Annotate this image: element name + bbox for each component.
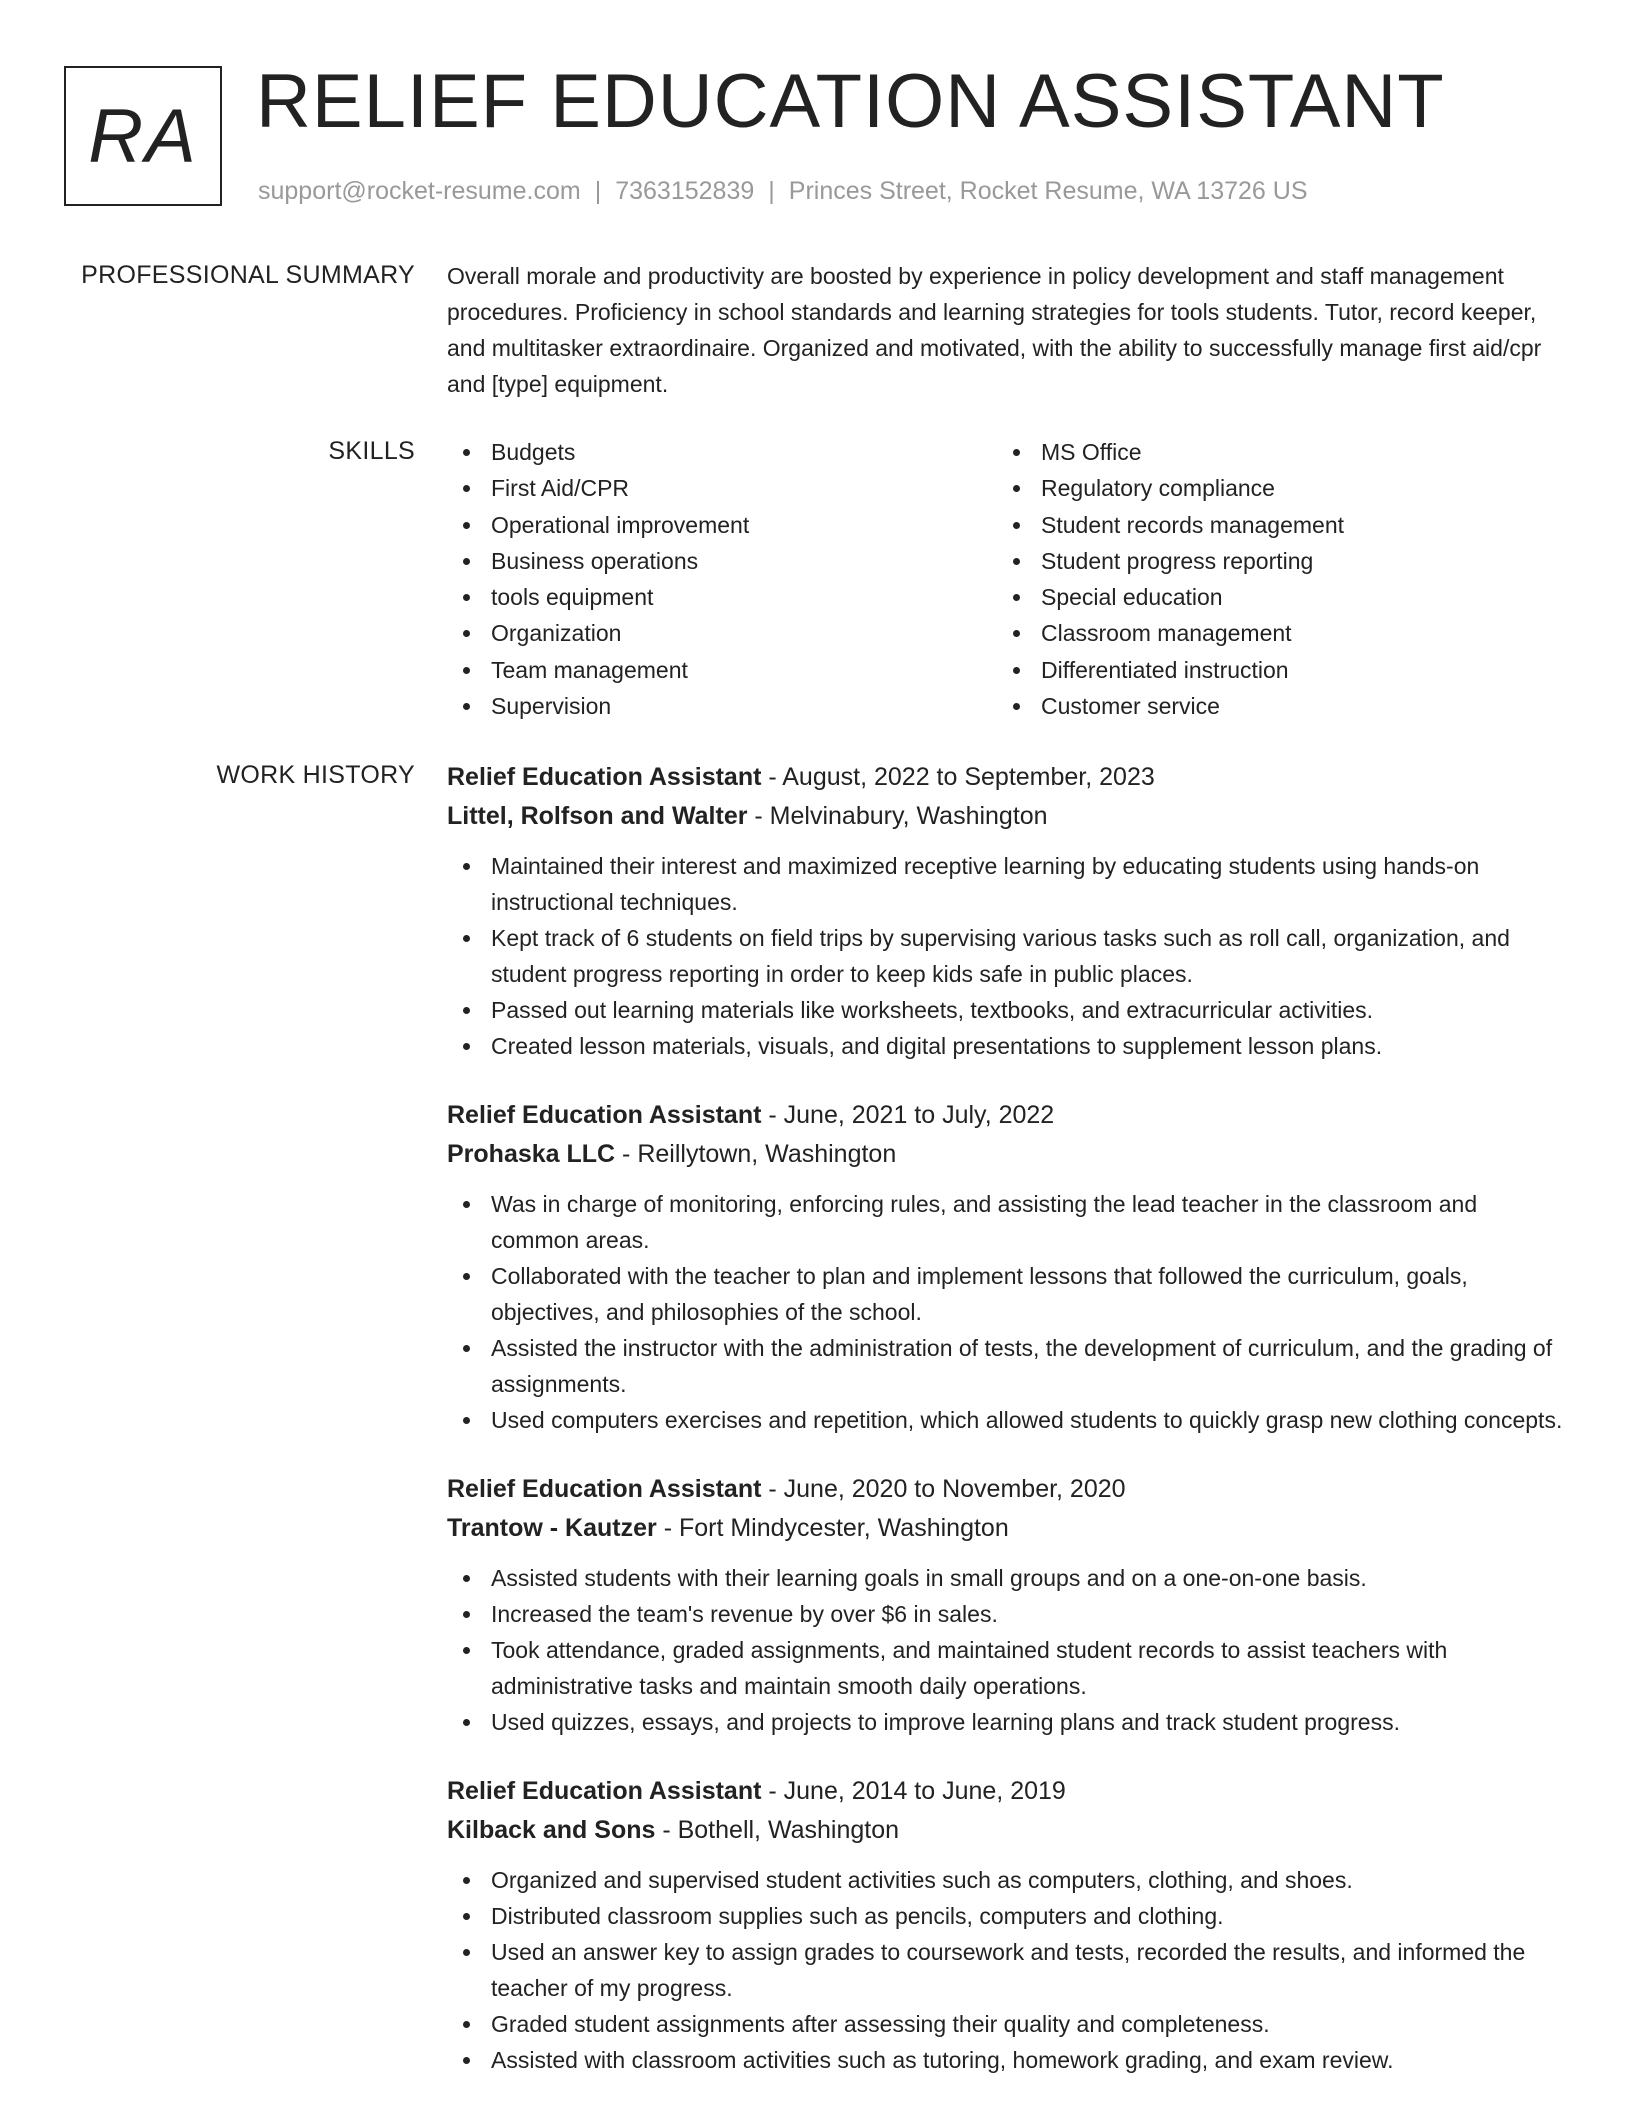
job-company-line [447,1135,1567,1174]
job-location: - Bothell, Washington [655,1816,900,1844]
skill-item: MS Office [997,434,1547,470]
duty-item: Created lesson materials, visuals, and digital presentations to supplement lesson plans. [447,1028,1567,1064]
job-company: Kilback and Sons [447,1816,656,1844]
skill-item: First Aid/CPR [447,470,997,506]
duty-item: Graded student assignments after assessing their quality and completeness. [447,2006,1567,2042]
skill-item: Student records management [997,507,1547,543]
job-title: Relief Education Assistant [447,1777,762,1805]
skills-list-right [997,434,1547,724]
job-duties [447,1862,1567,2078]
job-dates: - August, 2022 to September, 2023 [761,763,1155,791]
resume-title: RELIEF EDUCATION ASSISTANT [256,59,1445,144]
job-company: Prohaska LLC [447,1140,616,1168]
skill-item: Regulatory compliance [997,470,1547,506]
section-heading-work-history: WORK HISTORY [216,761,415,789]
contact-address: Princes Street, Rocket Resume, WA 13726 US [788,177,1308,205]
job-entry [447,1772,1567,2078]
duty-item: Maintained their interest and maximized receptive learning by educating students using hands-on instructional techniques. [447,848,1567,920]
section-heading-summary: PROFESSIONAL SUMMARY [81,261,415,289]
job-company-line [447,1509,1567,1548]
job-location: - Melvinabury, Washington [747,802,1048,830]
duty-item: Took attendance, graded assignments, and maintained student records to assist teachers with administrative tasks and maintain smooth daily operations. [447,1632,1567,1704]
job-dates: - June, 2014 to June, 2019 [761,1777,1066,1805]
job-company-line [447,1811,1567,1850]
job-company: Trantow - Kautzer [447,1514,657,1542]
job-dates: - June, 2021 to July, 2022 [761,1101,1055,1129]
job-entry [447,1096,1567,1438]
duty-item: Was in charge of monitoring, enforcing rules, and assisting the lead teacher in the classroom and common areas. [447,1186,1567,1258]
skill-item: Supervision [447,688,997,724]
job-title-line [447,1772,1567,1811]
initials-monogram: RA [64,66,222,206]
duty-item: Collaborated with the teacher to plan and implement lessons that followed the curriculum, goals, objectives, and philosophies of the school. [447,1258,1567,1330]
summary-text: Overall morale and productivity are boosted by experience in policy development and staff management procedures. Proficiency in school standards and learning strategies for tools students. Tutor, record keeper, and multitasker extraordinaire. Organized and motivated, with the ability to successfully manage first aid/cpr and [type] equipment. [447,263,1542,397]
duty-item: Passed out learning materials like worksheets, textbooks, and extracurricular activities. [447,992,1567,1028]
job-dates: - June, 2020 to November, 2020 [761,1475,1126,1503]
skill-item: Team management [447,652,997,688]
job-duties [447,1186,1567,1438]
skills-body [447,434,1567,724]
job-title-line [447,1470,1567,1509]
skill-item: Differentiated instruction [997,652,1547,688]
job-location: - Fort Mindycester, Washington [656,1514,1009,1542]
contact-line [258,174,1308,208]
skill-item: Special education [997,579,1547,615]
duty-item: Kept track of 6 students on field trips by supervising various tasks such as roll call, organization, and student progress reporting in order to keep kids safe in public places. [447,920,1567,992]
duty-item: Assisted with classroom activities such as tutoring, homework grading, and exam review. [447,2042,1567,2078]
job-duties [447,848,1567,1064]
duty-item: Used quizzes, essays, and projects to improve learning plans and track student progress. [447,1704,1567,1740]
duty-item: Used an answer key to assign grades to coursework and tests, recorded the results, and informed the teacher of my progress. [447,1934,1567,2006]
job-title-line [447,1096,1567,1135]
contact-email[interactable]: support@rocket-resume.com [258,177,581,205]
skill-item: tools equipment [447,579,997,615]
skill-item: Student progress reporting [997,543,1547,579]
work-history-body [447,758,1567,2110]
job-title: Relief Education Assistant [447,763,762,791]
duty-item: Assisted the instructor with the administration of tests, the development of curriculum, and the grading of assignments. [447,1330,1567,1402]
job-location: - Reillytown, Washington [615,1140,897,1168]
skill-item: Classroom management [997,615,1547,651]
duty-item: Assisted students with their learning goals in small groups and on a one-on-one basis. [447,1560,1567,1596]
contact-phone[interactable]: 7363152839 [615,177,755,205]
section-heading-skills: SKILLS [328,437,415,465]
job-title: Relief Education Assistant [447,1475,762,1503]
job-company-line [447,797,1567,836]
duty-item: Distributed classroom supplies such as pencils, computers and clothing. [447,1898,1567,1934]
job-entry [447,1470,1567,1740]
job-company: Littel, Rolfson and Walter [447,802,748,830]
skill-item: Business operations [447,543,997,579]
job-title: Relief Education Assistant [447,1101,762,1129]
skill-item: Budgets [447,434,997,470]
duty-item: Used computers exercises and repetition, which allowed students to quickly grasp new clothing concepts. [447,1402,1567,1438]
skill-item: Customer service [997,688,1547,724]
duty-item: Increased the team's revenue by over $6 in sales. [447,1596,1567,1632]
skill-item: Operational improvement [447,507,997,543]
contact-separator: | [768,177,775,205]
contact-separator: | [594,177,602,205]
duty-item: Organized and supervised student activities such as computers, clothing, and shoes. [447,1862,1567,1898]
job-entry [447,758,1567,1064]
skills-list-left [447,434,997,724]
skill-item: Organization [447,615,997,651]
job-duties [447,1560,1567,1740]
summary-body [447,258,1567,402]
job-title-line [447,758,1567,797]
